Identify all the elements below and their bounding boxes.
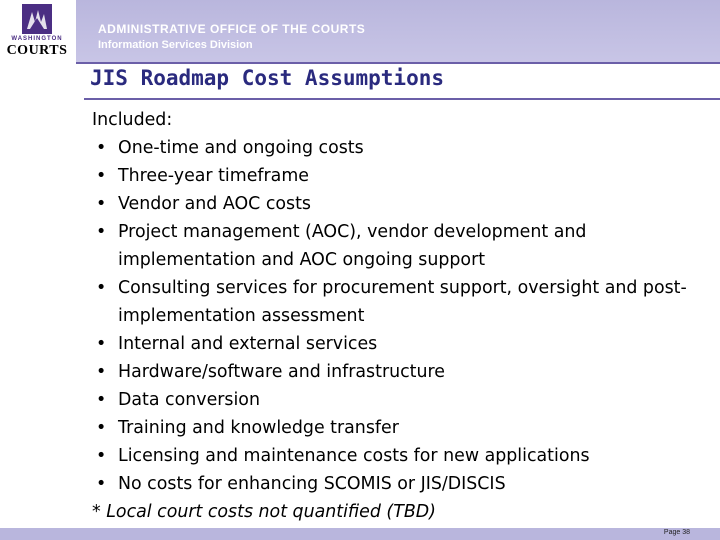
courts-emblem-icon — [22, 4, 52, 34]
footnote-star: * — [92, 502, 101, 522]
bullet-text: No costs for enhancing SCOMIS or JIS/DISCIS — [118, 474, 506, 494]
header-divider — [76, 62, 720, 64]
bullet-text: Hardware/software and infrastructure — [118, 362, 445, 382]
footnote-text: Local court costs not quantified (TBD) — [106, 502, 436, 522]
list-item — [92, 218, 712, 274]
list-item — [92, 470, 712, 498]
list-item — [92, 386, 712, 414]
bullet-text: Vendor and AOC costs — [118, 194, 311, 214]
bullet-text: Consulting services for procurement support, oversight and post-implementation assessment — [118, 278, 687, 326]
title-divider — [84, 98, 720, 100]
header-subtitle: Information Services Division — [98, 39, 253, 51]
bullet-text: Training and knowledge transfer — [118, 418, 399, 438]
bullet-text: Project management (AOC), vendor development and implementation and AOC ongoing support — [118, 222, 587, 270]
bullet-text: Licensing and maintenance costs for new applications — [118, 446, 590, 466]
logo-main-text: COURTS — [6, 43, 68, 58]
slide-title: JIS Roadmap Cost Assumptions — [90, 66, 445, 90]
washington-courts-logo — [0, 0, 72, 62]
bullet-icon: • — [96, 278, 107, 298]
bullet-icon: • — [96, 446, 107, 466]
footer-bar — [0, 528, 720, 540]
footnote — [92, 498, 712, 526]
list-item — [92, 162, 712, 190]
page-number: Page 38 — [663, 529, 690, 536]
bullet-text: One-time and ongoing costs — [118, 138, 364, 158]
bullet-icon: • — [96, 474, 107, 494]
list-item — [92, 190, 712, 218]
header-band — [76, 0, 720, 62]
list-item — [92, 134, 712, 162]
header-title: ADMINISTRATIVE OFFICE OF THE COURTS — [98, 22, 366, 36]
list-item — [92, 414, 712, 442]
bullet-icon: • — [96, 166, 107, 186]
bullet-text: Three-year timeframe — [118, 166, 309, 186]
list-item — [92, 330, 712, 358]
list-item — [92, 274, 712, 330]
bullet-text: Data conversion — [118, 390, 260, 410]
bullet-icon: • — [96, 362, 107, 382]
list-item — [92, 442, 712, 470]
intro-text: Included: — [92, 110, 173, 130]
logo-subtext: WASHINGTON — [11, 36, 63, 42]
bullet-icon: • — [96, 418, 107, 438]
bullet-icon: • — [96, 390, 107, 410]
bullet-text: Internal and external services — [118, 334, 378, 354]
slide-body — [92, 106, 712, 526]
bullet-icon: • — [96, 138, 107, 158]
bullet-icon: • — [96, 334, 107, 354]
bullet-icon: • — [96, 194, 107, 214]
bullet-list — [92, 134, 712, 498]
list-item — [92, 358, 712, 386]
bullet-icon: • — [96, 222, 107, 242]
